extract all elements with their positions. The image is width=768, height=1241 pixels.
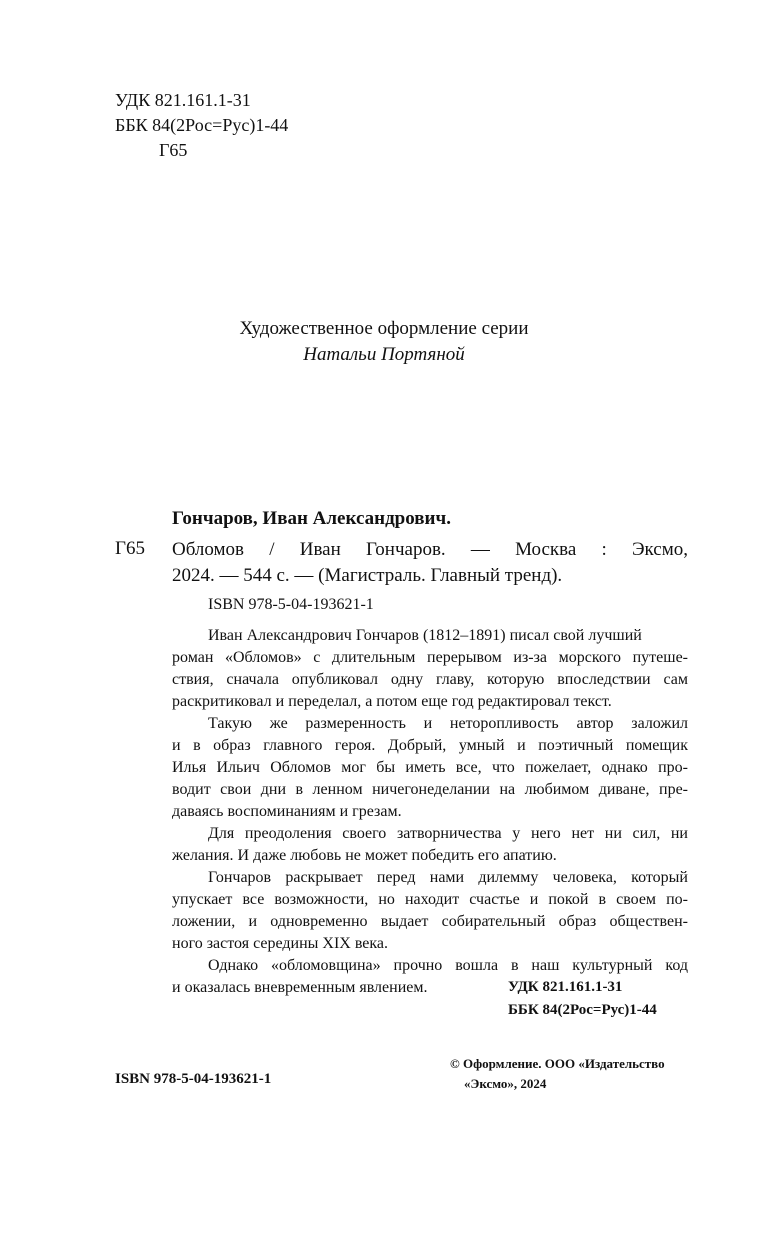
annotation-line: роман «Обломов» с длительным перерывом из-за морского путеше-: [172, 649, 688, 666]
classification-block: [115, 88, 288, 163]
author-sign: Г65: [159, 140, 188, 160]
annotation-paragraph: [172, 713, 688, 823]
title-word: Обломов: [172, 539, 245, 560]
imprint-line: 2024. — 544 с. — (Магистраль. Главный тренд).: [172, 565, 563, 586]
title-word: Москва: [515, 539, 577, 560]
annotation-line: раскритиковал и переделал, а потом еще год редактировал текст.: [172, 693, 612, 710]
design-credit: [0, 316, 768, 368]
annotation-line: упускает все возможности, но находит счастье и покой в своем по-: [172, 891, 688, 908]
annotation-line: ствия, сначала опубликовал одну главу, которую впоследствии сам: [172, 671, 688, 688]
annotation-line: Гончаров раскрывает перед нами дилемму человека, который: [208, 869, 688, 886]
title-word: —: [470, 539, 490, 560]
annotation-line: и в образ главного героя. Добрый, умный и поэтичный помещик: [172, 737, 688, 754]
annotation-line: желания. И даже любовь не может победить его апатию.: [172, 847, 557, 864]
title-word: /: [269, 539, 275, 560]
annotation-line: Иван Александрович Гончаров (1812–1891) писал свой лучший: [208, 627, 642, 644]
udk-code: УДК 821.161.1-31: [115, 90, 251, 110]
annotation-line: и оказалась вневременным явлением.: [172, 979, 428, 996]
footer-classification: [508, 976, 657, 1022]
footer-udk: УДК 821.161.1-31: [508, 979, 623, 995]
bibliographic-description: [172, 537, 688, 589]
annotation-line: водит свои дни в ленном ничегонеделании на любимом диване, пре-: [172, 781, 688, 798]
design-credit-line: Художественное оформление серии: [239, 318, 529, 339]
title-word: Эксмо,: [631, 539, 688, 560]
copyright-line: © Оформление. ООО «Издательство: [450, 1056, 665, 1071]
annotation-line: Для преодоления своего затворничества у него нет ни сил, ни: [208, 825, 688, 842]
title-word: :: [601, 539, 607, 560]
footer-bbk: ББК 84(2Рос=Рус)1-44: [508, 1002, 657, 1018]
copyright-notice: [450, 1054, 665, 1094]
bbk-code: ББК 84(2Рос=Рус)1-44: [115, 115, 289, 135]
record-author: Гончаров, Иван Александрович.: [172, 508, 451, 529]
annotation-line: Однако «обломовщина» прочно вошла в наш культурный код: [208, 957, 688, 974]
annotation-line: ложении, и одновременно выдает собирательный образ обществен-: [172, 913, 688, 930]
annotation-paragraph: [172, 823, 688, 867]
title-line: [172, 537, 688, 563]
title-word: Гончаров.: [365, 539, 446, 560]
annotation-line: ного застоя середины XIX века.: [172, 935, 389, 952]
annotation-paragraph: [172, 625, 688, 713]
annotation-line: Илья Ильич Обломов мог бы иметь все, что пожелает, однако про-: [172, 759, 688, 776]
design-artist: Натальи Портяной: [303, 344, 465, 365]
copyright-line: «Эксмо», 2024: [464, 1076, 547, 1091]
record-isbn: ISBN 978-5-04-193621-1: [208, 596, 374, 613]
footer-isbn: ISBN 978-5-04-193621-1: [115, 1071, 272, 1087]
annotation-line: Такую же размеренность и неторопливость автор заложил: [208, 715, 688, 732]
annotation-paragraph: [172, 867, 688, 955]
annotation: [172, 625, 688, 999]
title-word: Иван: [299, 539, 341, 560]
shelf-mark: Г65: [115, 538, 145, 559]
annotation-line: даваясь воспоминаниям и грезам.: [172, 803, 402, 820]
